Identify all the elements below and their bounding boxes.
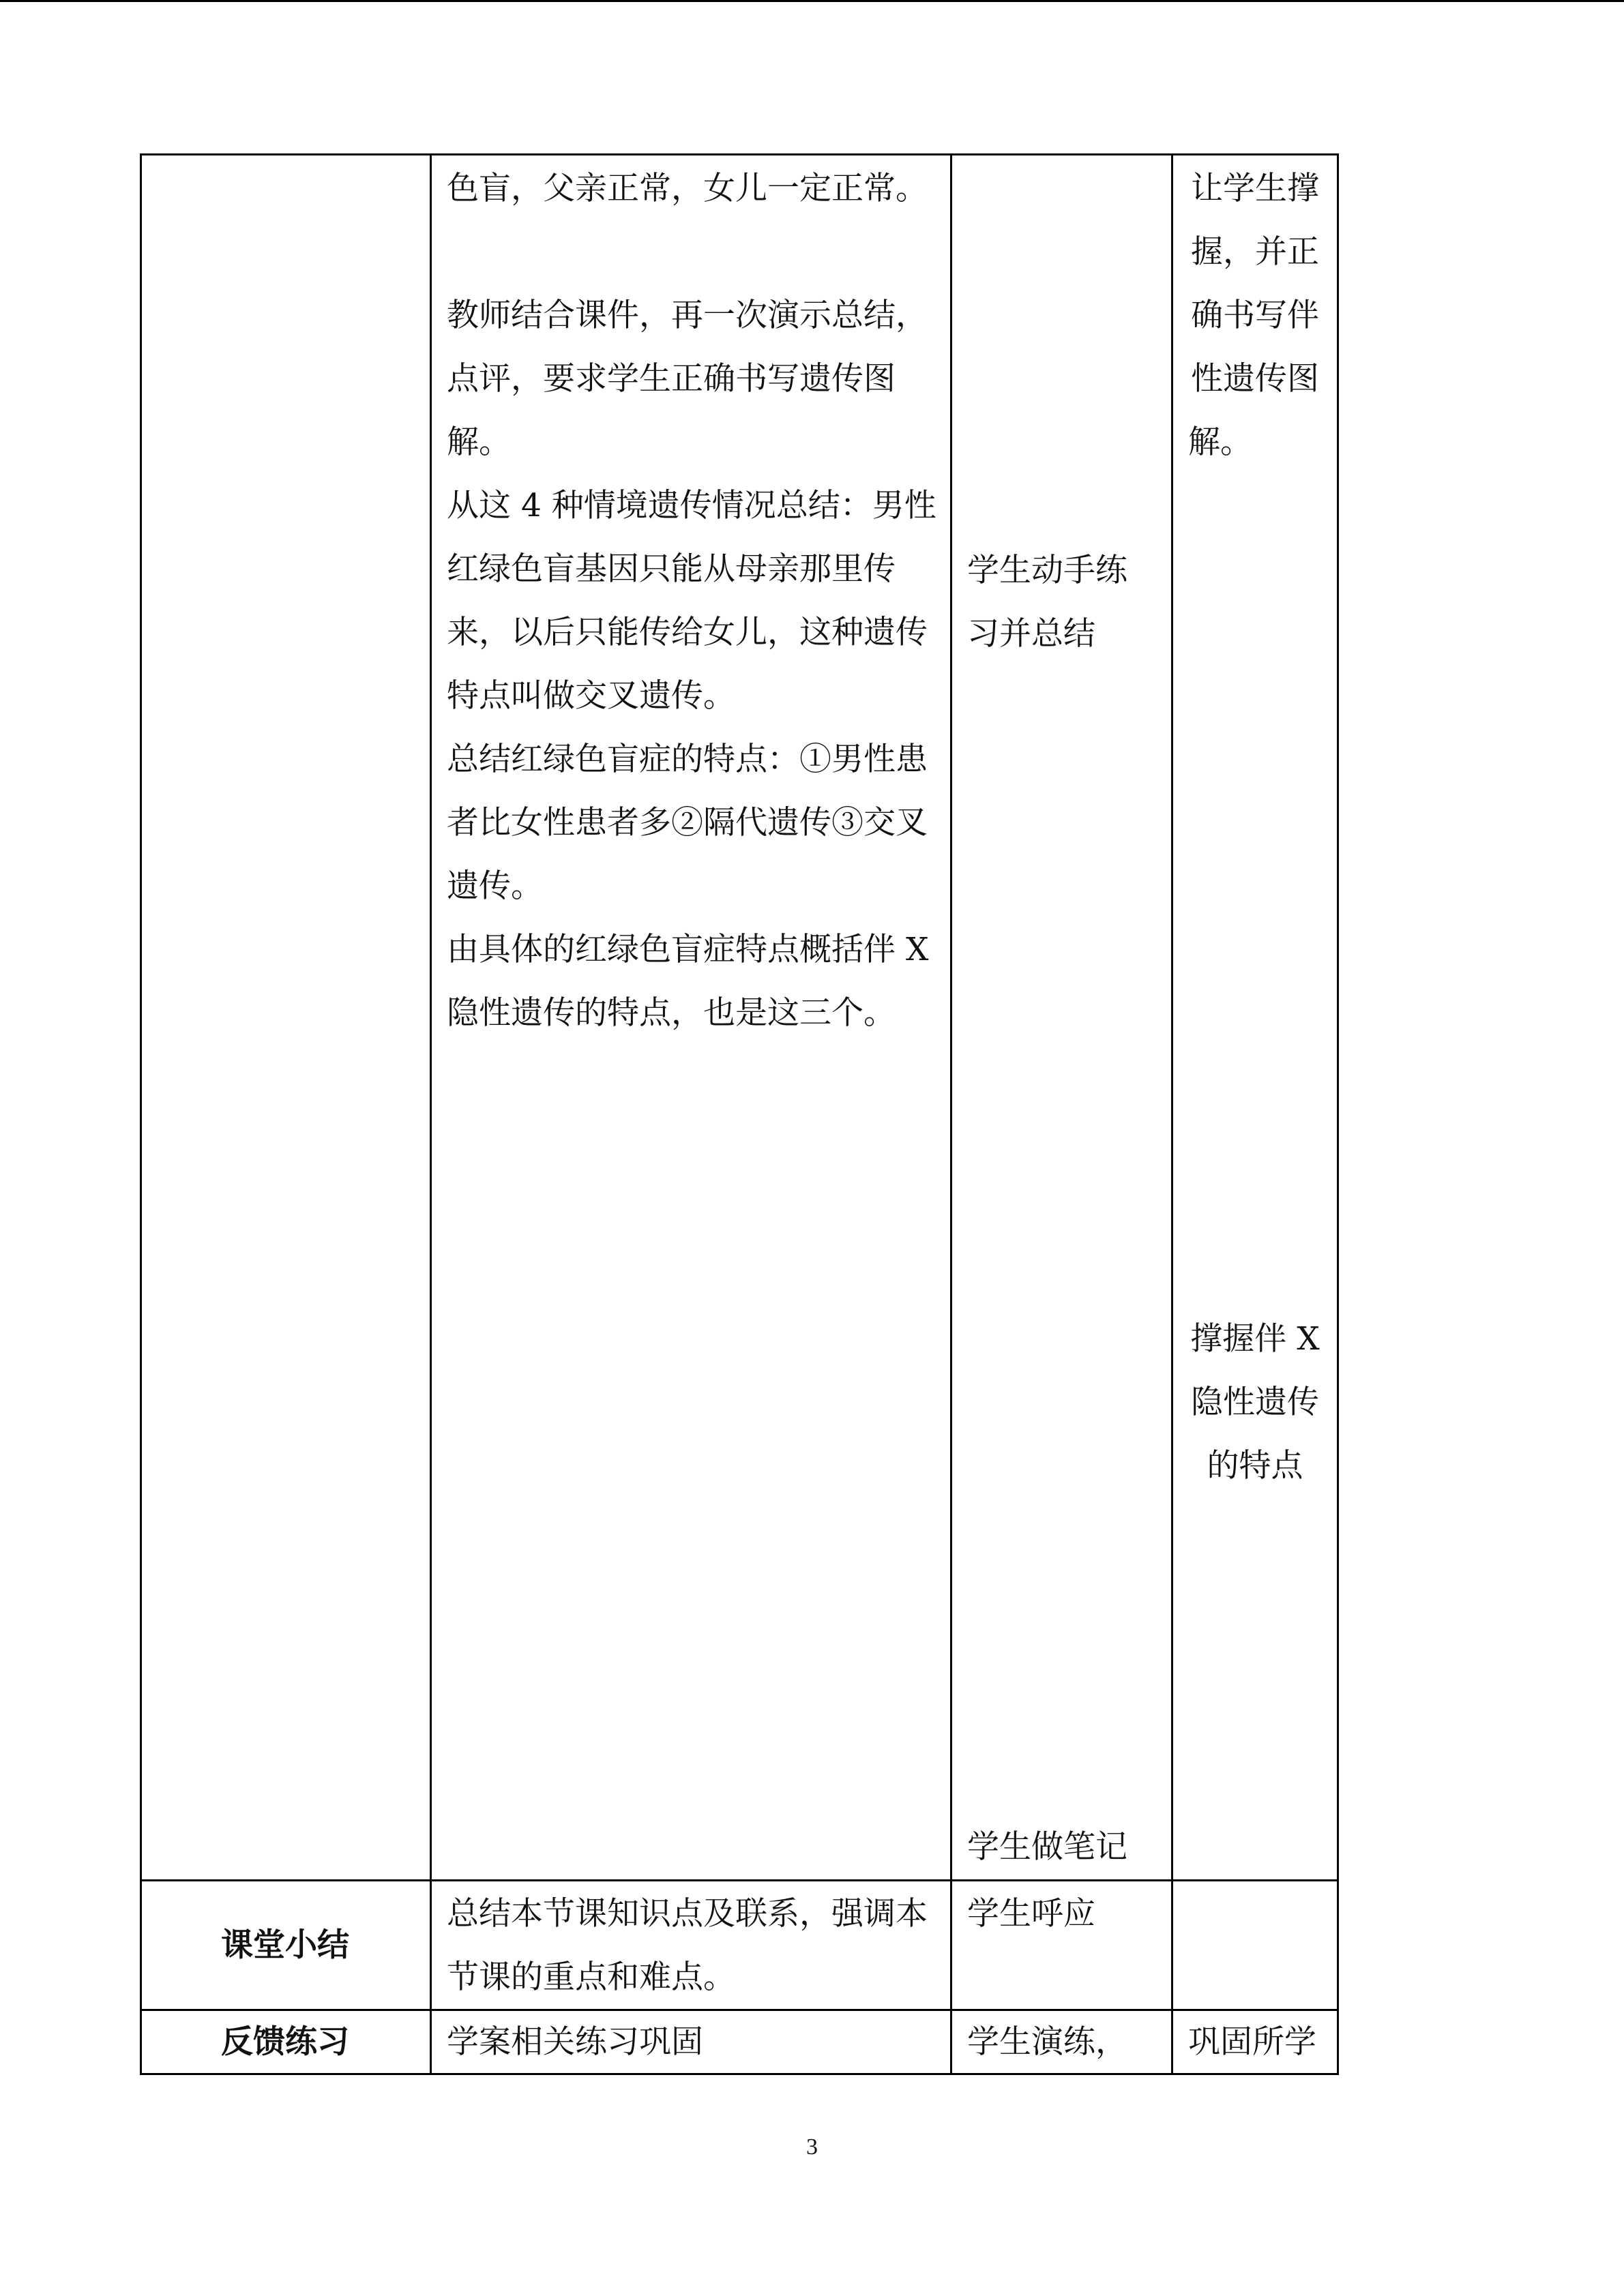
teacher-line: 隐性遗传的特点，也是这三个。 bbox=[447, 994, 896, 1032]
teacher-line: 总结红绿色盲症的特点：①男性患 bbox=[447, 741, 928, 778]
row-divider-summary bbox=[140, 2009, 1339, 2011]
teacher-line: 从这 4 种情境遗传情况总结：男性 bbox=[447, 487, 936, 524]
summary-teacher-line: 总结本节课知识点及联系，强调本 bbox=[447, 1895, 928, 1933]
teacher-line: 特点叫做交叉遗传。 bbox=[447, 677, 735, 715]
column-divider-1 bbox=[430, 153, 432, 2075]
table-border-bottom bbox=[140, 2073, 1339, 2075]
intent-line: 隐性遗传 bbox=[1191, 1384, 1319, 1421]
teacher-line: 红绿色盲基因只能从母亲那里传 bbox=[447, 550, 896, 588]
student-line: 习并总结 bbox=[967, 615, 1095, 653]
intent-line: 让学生撑 bbox=[1191, 170, 1319, 207]
page-top-border bbox=[0, 0, 1624, 2]
summary-teacher-line: 节课的重点和难点。 bbox=[447, 1958, 735, 1996]
student-line: 学生动手练 bbox=[967, 552, 1127, 589]
teacher-line: 遗传。 bbox=[447, 867, 543, 905]
teacher-line: 来，以后只能传给女儿，这种遗传 bbox=[447, 614, 928, 651]
summary-row-label: 课堂小结 bbox=[221, 1926, 349, 1964]
row-divider-main bbox=[140, 1879, 1339, 1881]
intent-line: 握，并正 bbox=[1191, 233, 1319, 271]
column-divider-3 bbox=[1171, 153, 1173, 2075]
table-border-top bbox=[140, 153, 1339, 155]
practice-design-intent: 巩固所学 bbox=[1188, 2023, 1316, 2061]
intent-line: 确书写伴 bbox=[1191, 297, 1319, 334]
intent-line: 性遗传图 bbox=[1191, 360, 1319, 398]
page-number: 3 bbox=[806, 2134, 818, 2160]
table-border-right bbox=[1337, 153, 1339, 2075]
practice-student-activity: 学生演练， bbox=[967, 2023, 1127, 2061]
practice-row-label: 反馈练习 bbox=[221, 2023, 349, 2061]
teacher-line: 色盲，父亲正常，女儿一定正常。 bbox=[447, 170, 928, 207]
intent-line: 的特点 bbox=[1207, 1447, 1303, 1485]
intent-line: 撑握伴 X bbox=[1190, 1320, 1320, 1358]
intent-line: 解。 bbox=[1188, 423, 1252, 461]
table-border-left bbox=[140, 153, 142, 2075]
column-divider-2 bbox=[950, 153, 952, 2075]
teacher-line: 点评，要求学生正确书写遗传图 bbox=[447, 360, 896, 398]
teacher-line: 者比女性患者多②隔代遗传③交叉 bbox=[447, 804, 928, 841]
teacher-line: 解。 bbox=[447, 423, 511, 461]
practice-teacher-activity: 学案相关练习巩固 bbox=[447, 2023, 703, 2061]
teacher-line: 教师结合课件，再一次演示总结， bbox=[447, 297, 928, 334]
student-note-line: 学生做笔记 bbox=[967, 1828, 1127, 1866]
summary-student-activity: 学生呼应 bbox=[967, 1895, 1095, 1933]
teacher-line: 由具体的红绿色盲症特点概括伴 X bbox=[447, 931, 929, 968]
